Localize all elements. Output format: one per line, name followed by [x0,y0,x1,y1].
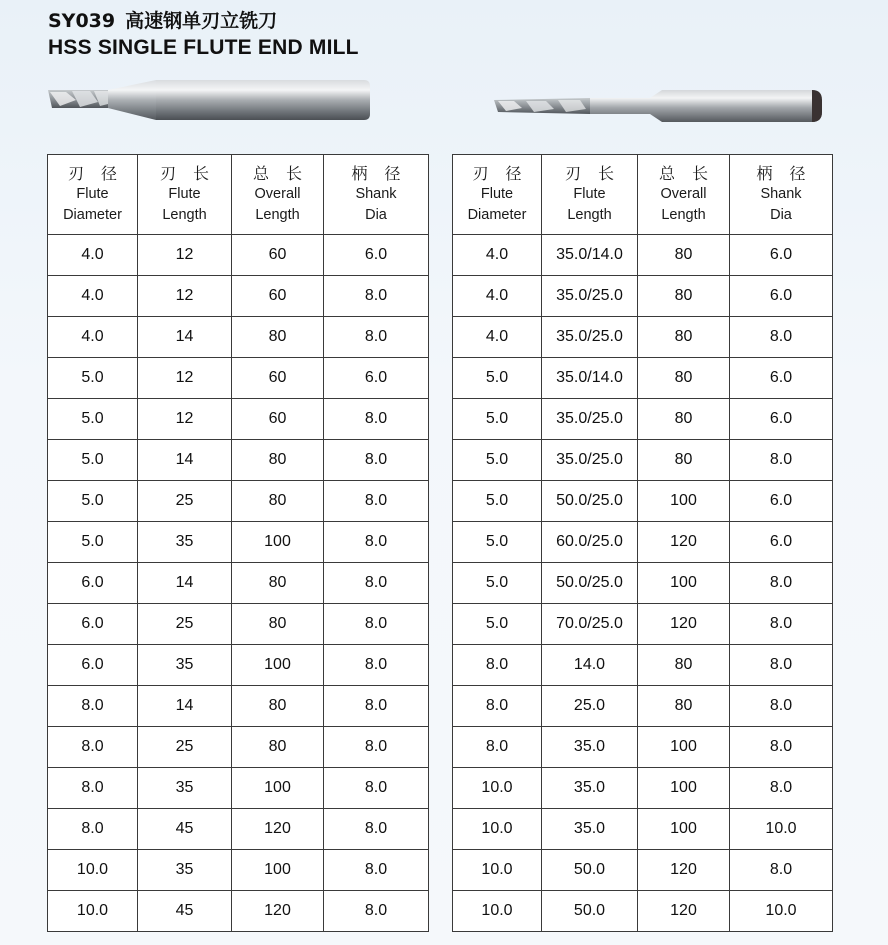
header-shank-dia: 柄 径 Shank Dia [730,155,833,235]
flute-diameter-cell: 5.0 [48,440,138,481]
shank-dia-cell: 10.0 [730,809,833,850]
shank-dia-cell: 8.0 [730,604,833,645]
table-row [48,604,429,645]
shank-dia-cell: 8.0 [324,317,429,358]
flute-length-cell: 25.0 [542,686,638,727]
header-overall-length: 总 长 Overall Length [638,155,730,235]
overall-length-cell: 80 [638,399,730,440]
overall-length-cell: 80 [232,686,324,727]
flute-length-cell: 35.0/25.0 [542,440,638,481]
flute-length-cell: 35.0/25.0 [542,317,638,358]
flute-diameter-cell: 10.0 [453,850,542,891]
flute-diameter-cell: 5.0 [453,440,542,481]
flute-length-cell: 50.0/25.0 [542,563,638,604]
table-row [48,399,429,440]
shank-dia-cell: 8.0 [730,768,833,809]
shank-dia-cell: 8.0 [730,727,833,768]
flute-diameter-cell: 5.0 [48,399,138,440]
shank-dia-cell: 8.0 [730,440,833,481]
table-row [48,358,429,399]
flute-diameter-cell: 5.0 [453,481,542,522]
table-row [453,440,833,481]
right-table-body [453,235,833,932]
table-row [48,563,429,604]
flute-diameter-cell: 6.0 [48,563,138,604]
overall-length-cell: 80 [232,563,324,604]
flute-diameter-cell: 10.0 [453,768,542,809]
flute-diameter-cell: 4.0 [453,276,542,317]
table-row [453,522,833,563]
header-flute-diameter: 刃 径 Flute Diameter [48,155,138,235]
flute-length-cell: 12 [138,399,232,440]
flute-length-cell: 35 [138,522,232,563]
flute-length-cell: 35 [138,645,232,686]
flute-diameter-cell: 4.0 [453,317,542,358]
shank-dia-cell: 6.0 [324,235,429,276]
shank-dia-cell: 8.0 [324,645,429,686]
shank-dia-cell: 8.0 [324,522,429,563]
title-chinese: 高速钢单刃立铣刀 [125,10,278,32]
flute-diameter-cell: 5.0 [453,563,542,604]
header-flute-length: 刃 长 Flute Length [138,155,232,235]
flute-length-cell: 25 [138,604,232,645]
title-chinese-line [48,6,277,33]
flute-length-cell: 25 [138,481,232,522]
flute-length-cell: 60.0/25.0 [542,522,638,563]
overall-length-cell: 100 [232,522,324,563]
overall-length-cell: 100 [638,768,730,809]
overall-length-cell: 80 [638,235,730,276]
shank-dia-cell: 8.0 [324,276,429,317]
flute-length-cell: 14 [138,686,232,727]
product-code: SY039 [48,10,116,32]
flute-length-cell: 50.0 [542,850,638,891]
overall-length-cell: 60 [232,276,324,317]
shank-dia-cell: 6.0 [730,481,833,522]
shank-dia-cell: 8.0 [324,481,429,522]
flute-length-cell: 35 [138,768,232,809]
shank-dia-cell: 6.0 [730,399,833,440]
overall-length-cell: 100 [638,809,730,850]
overall-length-cell: 100 [232,645,324,686]
flute-length-cell: 35 [138,850,232,891]
flute-diameter-cell: 8.0 [48,768,138,809]
header-flute-diameter: 刃 径 Flute Diameter [453,155,542,235]
table-header-row [453,155,833,235]
flute-length-cell: 35.0 [542,768,638,809]
flute-length-cell: 45 [138,809,232,850]
table-header-row [48,155,429,235]
overall-length-cell: 100 [638,481,730,522]
shank-dia-cell: 8.0 [324,727,429,768]
table-row [453,604,833,645]
table-row [48,440,429,481]
flute-diameter-cell: 8.0 [453,727,542,768]
flute-length-cell: 35.0/25.0 [542,399,638,440]
flute-length-cell: 50.0/25.0 [542,481,638,522]
overall-length-cell: 100 [638,563,730,604]
overall-length-cell: 120 [638,522,730,563]
shank-dia-cell: 8.0 [324,891,429,932]
flute-diameter-cell: 5.0 [48,481,138,522]
overall-length-cell: 60 [232,399,324,440]
overall-length-cell: 80 [638,276,730,317]
table-row [453,481,833,522]
flute-diameter-cell: 8.0 [48,809,138,850]
flute-diameter-cell: 5.0 [453,399,542,440]
table-row [453,727,833,768]
flute-length-cell: 12 [138,358,232,399]
table-row [48,809,429,850]
shank-dia-cell: 8.0 [324,399,429,440]
table-row [48,891,429,932]
flute-length-cell: 25 [138,727,232,768]
flute-length-cell: 14 [138,317,232,358]
shank-dia-cell: 8.0 [730,686,833,727]
flute-diameter-cell: 5.0 [48,358,138,399]
flute-length-cell: 35.0 [542,727,638,768]
table-row [453,645,833,686]
flute-diameter-cell: 5.0 [453,522,542,563]
flute-diameter-cell: 4.0 [48,235,138,276]
shank-dia-cell: 8.0 [324,563,429,604]
flute-length-cell: 70.0/25.0 [542,604,638,645]
shank-dia-cell: 10.0 [730,891,833,932]
table-row [48,317,429,358]
table-row [48,276,429,317]
flute-diameter-cell: 10.0 [453,809,542,850]
shank-dia-cell: 8.0 [730,563,833,604]
shank-dia-cell: 8.0 [324,850,429,891]
shank-dia-cell: 6.0 [730,522,833,563]
overall-length-cell: 80 [638,645,730,686]
shank-dia-cell: 8.0 [324,604,429,645]
table-row [48,850,429,891]
overall-length-cell: 80 [638,440,730,481]
overall-length-cell: 60 [232,358,324,399]
flute-diameter-cell: 8.0 [453,686,542,727]
flute-diameter-cell: 6.0 [48,645,138,686]
shank-dia-cell: 6.0 [324,358,429,399]
flute-diameter-cell: 4.0 [48,317,138,358]
overall-length-cell: 120 [232,891,324,932]
right-spec-table [452,154,833,932]
overall-length-cell: 80 [638,317,730,358]
flute-diameter-cell: 8.0 [48,727,138,768]
shank-dia-cell: 6.0 [730,358,833,399]
shank-dia-cell: 8.0 [324,809,429,850]
table-row [48,645,429,686]
shank-dia-cell: 6.0 [730,235,833,276]
left-spec-table [47,154,429,932]
flute-length-cell: 35.0/14.0 [542,235,638,276]
flute-length-cell: 12 [138,276,232,317]
overall-length-cell: 80 [638,686,730,727]
flute-diameter-cell: 5.0 [48,522,138,563]
shank-dia-cell: 8.0 [324,686,429,727]
overall-length-cell: 80 [232,604,324,645]
table-row [453,686,833,727]
shank-dia-cell: 8.0 [730,317,833,358]
table-row [48,768,429,809]
overall-length-cell: 60 [232,235,324,276]
table-row [453,358,833,399]
table-row [453,891,833,932]
flute-length-cell: 35.0/25.0 [542,276,638,317]
flute-diameter-cell: 4.0 [48,276,138,317]
overall-length-cell: 80 [232,727,324,768]
table-row [453,276,833,317]
shank-dia-cell: 8.0 [730,850,833,891]
left-table-body [48,235,429,932]
shank-dia-cell: 6.0 [730,276,833,317]
flute-length-cell: 14 [138,563,232,604]
single-flute-end-mill-image [46,76,371,124]
flute-length-cell: 14 [138,440,232,481]
table-row [48,522,429,563]
flute-diameter-cell: 6.0 [48,604,138,645]
overall-length-cell: 80 [232,440,324,481]
table-row [48,686,429,727]
flute-length-cell: 14.0 [542,645,638,686]
flute-diameter-cell: 10.0 [453,891,542,932]
flute-diameter-cell: 8.0 [453,645,542,686]
flute-diameter-cell: 10.0 [48,891,138,932]
table-row [48,481,429,522]
flute-diameter-cell: 5.0 [453,358,542,399]
long-neck-end-mill-image [490,88,825,124]
overall-length-cell: 120 [638,604,730,645]
table-row [453,768,833,809]
table-row [453,563,833,604]
table-row [453,235,833,276]
flute-length-cell: 50.0 [542,891,638,932]
overall-length-cell: 100 [232,768,324,809]
shank-dia-cell: 8.0 [324,440,429,481]
header-shank-dia: 柄 径 Shank Dia [324,155,429,235]
overall-length-cell: 100 [232,850,324,891]
overall-length-cell: 80 [232,481,324,522]
flute-length-cell: 12 [138,235,232,276]
overall-length-cell: 80 [638,358,730,399]
shank-dia-cell: 8.0 [324,768,429,809]
table-row [453,317,833,358]
flute-diameter-cell: 8.0 [48,686,138,727]
flute-diameter-cell: 4.0 [453,235,542,276]
table-row [453,809,833,850]
overall-length-cell: 120 [638,891,730,932]
flute-length-cell: 35.0/14.0 [542,358,638,399]
overall-length-cell: 100 [638,727,730,768]
shank-dia-cell: 8.0 [730,645,833,686]
header-overall-length: 总 长 Overall Length [232,155,324,235]
table-row [453,399,833,440]
flute-length-cell: 45 [138,891,232,932]
table-row [48,235,429,276]
overall-length-cell: 120 [638,850,730,891]
table-row [48,727,429,768]
table-row [453,850,833,891]
title-english: HSS SINGLE FLUTE END MILL [48,36,359,59]
header-flute-length: 刃 长 Flute Length [542,155,638,235]
overall-length-cell: 80 [232,317,324,358]
flute-length-cell: 35.0 [542,809,638,850]
flute-diameter-cell: 10.0 [48,850,138,891]
flute-diameter-cell: 5.0 [453,604,542,645]
overall-length-cell: 120 [232,809,324,850]
